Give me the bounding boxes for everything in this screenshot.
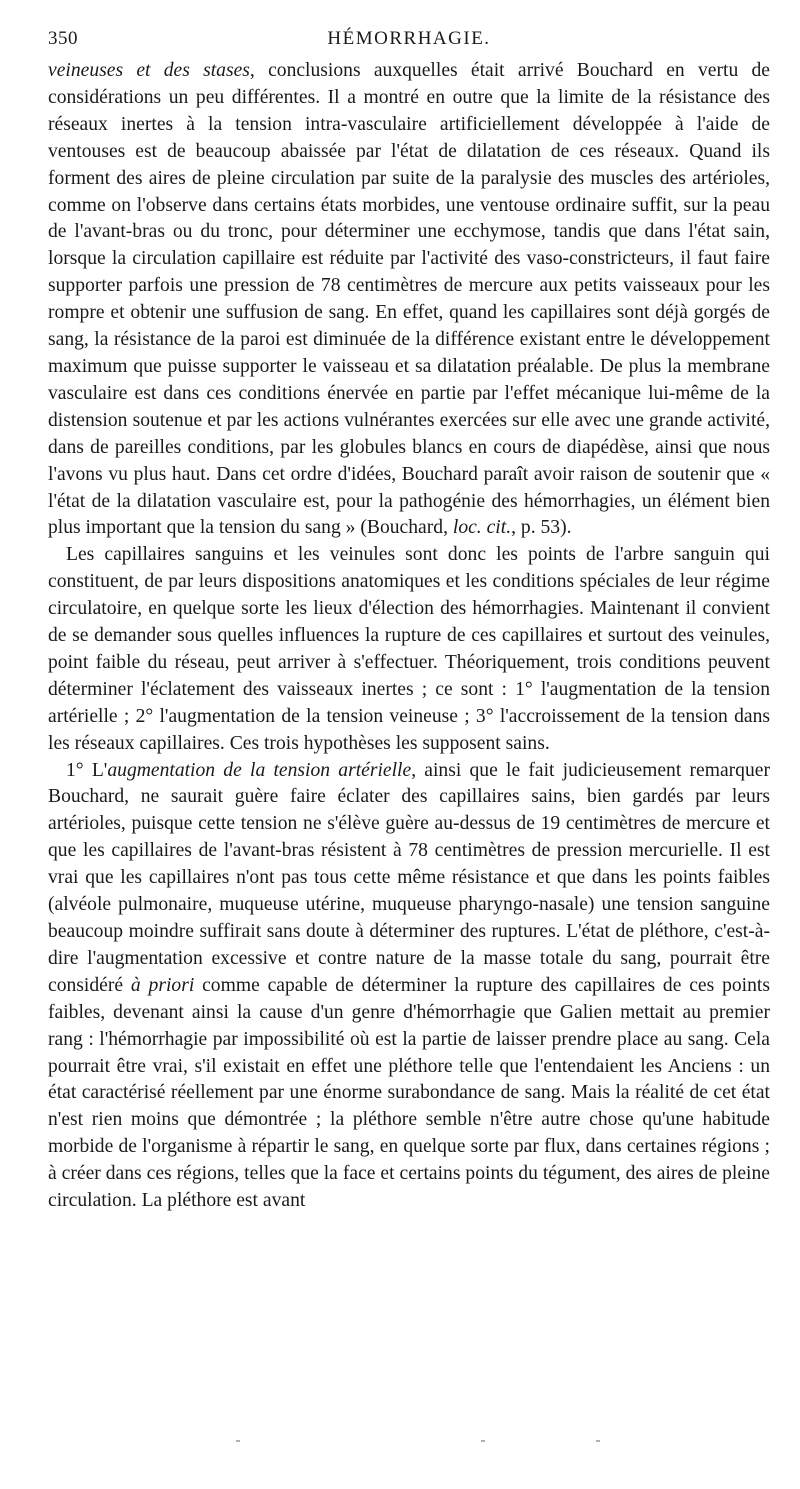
text-run: comme capable de déterminer la rupture des capillaires de ces points faibles, devenant ainsi la cause d'un genre d'hémorrhagie que Galien mettait au premier rang : l'hémorrhagie par impossibilité où est la partie de laisser prendre place au sang. Cela pourrait être vrai, s'il existait en effet une pléthore telle que l'entendaient les Anciens : un état caractérisé réellement par une énorme surabondance de sang. Mais la réalité de cet état n'est rien moins que démontrée ; la pléthore semble n'être autre chose qu'une habitude morbide de l'organisme à répartir le sang, en quelque sorte par flux, dans certaines régions ; à créer dans ces régions, telles que la face et certains points du tégument, des aires de pleine circulation. La pléthore est avant [48, 974, 770, 1212]
text-run: , p. 53). [511, 517, 572, 539]
footer-marks [0, 1440, 800, 1450]
running-title: HÉMORRHAGIE. [327, 28, 491, 49]
text-run: , conclusions auxquelles était arrivé Bouchard en vertu de considérations un peu différentes. Il a montré en outre que la limite de la résistance des réseaux inertes à la tension intra-vasculaire artificiellement développée à l'aide de ventouses est de beaucoup abaissée par l'état de dilatation de ces réseaux. Quand ils forment des aires de pleine circulation par suite de la paralysie des muscles des artérioles, comme on l'observe dans certains états morbides, une ventouse ordinaire suffit, sur la peau de l'avant-bras ou du tronc, pour déterminer une ecchymose, tandis que dans l'état sain, lorsque la circulation capillaire est réduite par l'activité des vaso-constricteurs, il faut faire supporter parfois une pression de 78 centimètres de mercure aux petits vaisseaux pour les rompre et obtenir une suffusion de sang. En effet, quand les capillaires sont déjà gorgés de sang, la résistance de la paroi est diminuée de la différence existant entre le développement maximum que puisse supporter le vaisseau et sa dilatation préalable. De plus la membrane vasculaire est dans ces conditions énervée en partie par l'effet mécanique lui-même de la distension soutenue et par les actions vulnérantes exercées sur elle avec une grande activité, dans de pareilles conditions, par les globules blancs en cours de diapédèse, ainsi que nous l'avons vu plus haut. Dans cet ordre d'idées, Bouchard paraît avoir raison de soutenir que « l'état de la dilatation vasculaire est, pour la pathogénie des hémorrhagies, un élément bien plus important que la tension du sang » (Bouchard, [48, 60, 770, 539]
paragraph [48, 758, 770, 1215]
footer-mark [481, 1440, 485, 1442]
footer-mark [236, 1440, 240, 1442]
running-head [48, 28, 770, 58]
page-number: 350 [48, 28, 78, 49]
text-run: 1° L' [66, 759, 108, 781]
book-page [48, 28, 770, 1215]
paragraph [48, 542, 770, 757]
body-text [48, 58, 770, 1215]
italic-text: augmentation de la tension artérielle [107, 759, 412, 781]
text-run: Les capillaires sanguins et les veinules sont donc les points de l'arbre sanguin qui constituent, de par leurs dispositions anatomiques et les conditions spéciales de leur régime circulatoire, en quelque sorte les lieux d'élection des hémorrhagies. Maintenant il convient de se demander sous quelles influences la rupture de ces capillaires et surtout des veinules, point faible du réseau, peut arriver à s'effectuer. Théoriquement, trois conditions peuvent déterminer l'éclatement des vaisseaux inertes ; ce sont : 1° l'augmentation de la tension artérielle ; 2° l'augmentation de la tension veineuse ; 3° l'accroissement de la tension dans les réseaux capillaires. Ces trois hypothèses les supposent sains. [48, 544, 770, 754]
italic-text: loc. cit. [452, 517, 512, 539]
italic-text: à priori [130, 974, 195, 996]
text-run: , ainsi que le fait judicieusement remarquer Bouchard, ne saurait guère faire éclater des capillaires sains, bien gardés par leurs artérioles, puisque cette tension ne s'élève guère au-dessus de 19 centimètres de mercure et que les capillaires de l'avant-bras résistent à 78 centimètres de pression mercurielle. Il est vrai que les capillaires n'ont pas tous cette même résistance et que dans les points faibles (alvéole pulmonaire, muqueuse utérine, muqueuse pharyngo-nasale) une tension sanguine beaucoup moindre suffirait sans doute à déterminer des ruptures. L'état de pléthore, c'est-à-dire l'augmentation excessive et contre nature de la masse totale du sang, pourrait être considéré [48, 759, 770, 996]
footer-mark [596, 1440, 600, 1442]
italic-text: veineuses et des stases [48, 60, 250, 81]
paragraph [48, 58, 770, 542]
